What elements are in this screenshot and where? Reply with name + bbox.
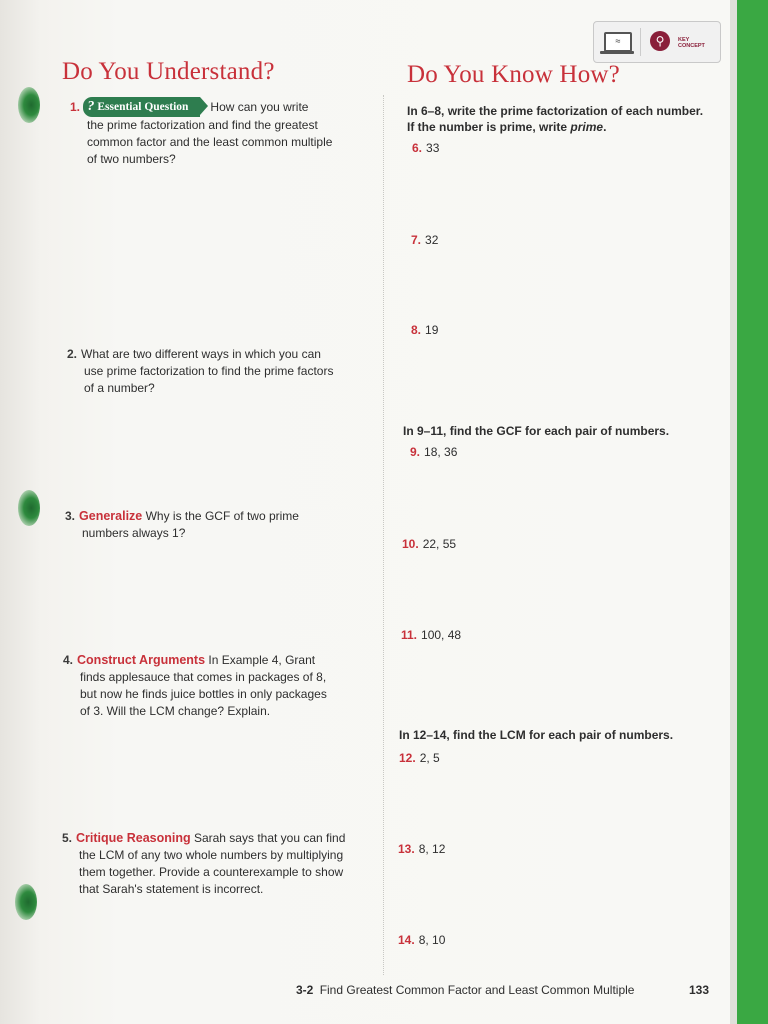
section-title-understand: Do You Understand?: [62, 58, 275, 85]
instruction-prime: In 6–8, write the prime factorization of each number. If the number is prime, write prime.: [407, 104, 704, 134]
binder-hole: [18, 87, 40, 123]
tablet-icon[interactable]: ≈: [604, 32, 632, 52]
question-text-line: but now he finds juice bottles in only packages: [80, 687, 327, 701]
question-text-line: How can you write: [210, 100, 309, 114]
problem-12: [399, 750, 440, 767]
essential-question-badge: [83, 97, 200, 117]
instruction-text: If the number is prime, write: [407, 120, 571, 134]
instruction-range: 12–14: [413, 728, 447, 742]
question-text-line: the LCM of any two whole numbers by multiplying: [79, 848, 344, 862]
question-text-line: Why is the GCF of two prime: [145, 509, 299, 523]
question-number: 1.: [70, 100, 81, 114]
question-text-line: the prime factorization and find the greatest: [87, 118, 318, 132]
question-number: 4.: [63, 653, 74, 667]
question-number: 3.: [65, 509, 76, 523]
practice-label: Generalize: [79, 509, 143, 523]
question-text-line: numbers always 1?: [82, 526, 186, 540]
question-mark-icon: ?: [87, 99, 95, 114]
lesson-number: 3-2: [296, 983, 314, 997]
problem-value: 100, 48: [421, 628, 462, 642]
instruction-text: , find the GCF for each pair of numbers.: [443, 424, 670, 438]
problem-number: 14.: [398, 933, 415, 947]
question-text-line: finds applesauce that comes in packages of 8,: [80, 670, 327, 684]
green-border-strip: [737, 0, 768, 1024]
problem-value: 33: [426, 141, 440, 155]
question-text-line: In Example 4, Grant: [208, 653, 316, 667]
problem-number: 12.: [399, 751, 416, 765]
question-text-line: that Sarah's statement is incorrect.: [79, 882, 264, 896]
practice-label: Critique Reasoning: [76, 831, 191, 845]
column-divider: [383, 95, 384, 975]
problem-8: [411, 322, 438, 339]
question-number: 5.: [62, 831, 73, 845]
problem-value: 8, 12: [418, 842, 446, 856]
toolbar-divider: [640, 28, 641, 56]
problem-value: 19: [425, 323, 439, 337]
problem-10: [402, 536, 456, 553]
problem-9: [410, 444, 457, 461]
instruction-gcf: In 9–11, find the GCF for each pair of numbers.: [403, 424, 670, 438]
digital-resources-toolbar: [593, 21, 721, 63]
binder-hole: [18, 490, 40, 526]
instruction-text: .: [603, 120, 607, 134]
lesson-title: Find Greatest Common Factor and Least Common Multiple: [319, 983, 635, 997]
problem-value: 8, 10: [418, 933, 446, 947]
problem-13: [398, 841, 445, 858]
question-4: [63, 652, 373, 720]
problem-number: 13.: [398, 842, 415, 856]
instruction-lcm: In 12–14, find the LCM for each pair of numbers.: [399, 728, 674, 742]
instruction-text: , find the LCM for each pair of numbers.: [446, 728, 674, 742]
problem-number: 6.: [412, 141, 423, 155]
question-number: 2.: [67, 347, 78, 361]
question-3: [65, 508, 375, 542]
instruction-text: , write the prime factorization of each number.: [441, 104, 704, 118]
tablet-base: [600, 51, 634, 54]
key-concept-label: KEY CONCEPT: [678, 37, 705, 49]
magnifier-icon[interactable]: ⚲: [650, 31, 670, 51]
practice-label: Construct Arguments: [77, 653, 206, 667]
badge-label: Essential Question: [97, 101, 189, 113]
problem-number: 11.: [401, 628, 418, 642]
problem-number: 9.: [410, 445, 421, 459]
instruction-range: 9–11: [417, 424, 444, 438]
problem-number: 7.: [411, 233, 422, 247]
problem-11: [401, 627, 461, 644]
question-text-line: of 3. Will the LCM change? Explain.: [80, 704, 271, 718]
question-text-line: of two numbers?: [87, 152, 176, 166]
question-1: [70, 97, 370, 168]
question-text-line: of a number?: [84, 381, 155, 395]
question-text-line: Sarah says that you can find: [193, 831, 346, 845]
question-text-line: them together. Provide a counterexample to show: [79, 865, 344, 879]
problem-number: 8.: [411, 323, 422, 337]
problem-6: [412, 140, 439, 157]
binder-hole: [15, 884, 37, 920]
question-text-line: common factor and the least common multiple: [87, 135, 333, 149]
problem-value: 18, 36: [424, 445, 458, 459]
problem-number: 10.: [402, 537, 419, 551]
instruction-range: 6–8: [421, 104, 442, 118]
problem-7: [411, 232, 438, 249]
instruction-emphasis: prime: [570, 120, 604, 134]
question-text-line: What are two different ways in which you can: [81, 347, 321, 361]
problem-value: 22, 55: [422, 537, 457, 551]
problem-value: 2, 5: [419, 751, 440, 765]
problem-value: 32: [425, 233, 439, 247]
question-text-line: use prime factorization to find the prime factors: [84, 364, 334, 378]
problem-14: [398, 932, 445, 949]
section-title-know-how: Do You Know How?: [407, 61, 620, 88]
question-5: [62, 830, 374, 898]
footer-lesson-title: [296, 983, 634, 997]
page-number: 133: [689, 983, 710, 997]
question-2: [67, 346, 377, 397]
